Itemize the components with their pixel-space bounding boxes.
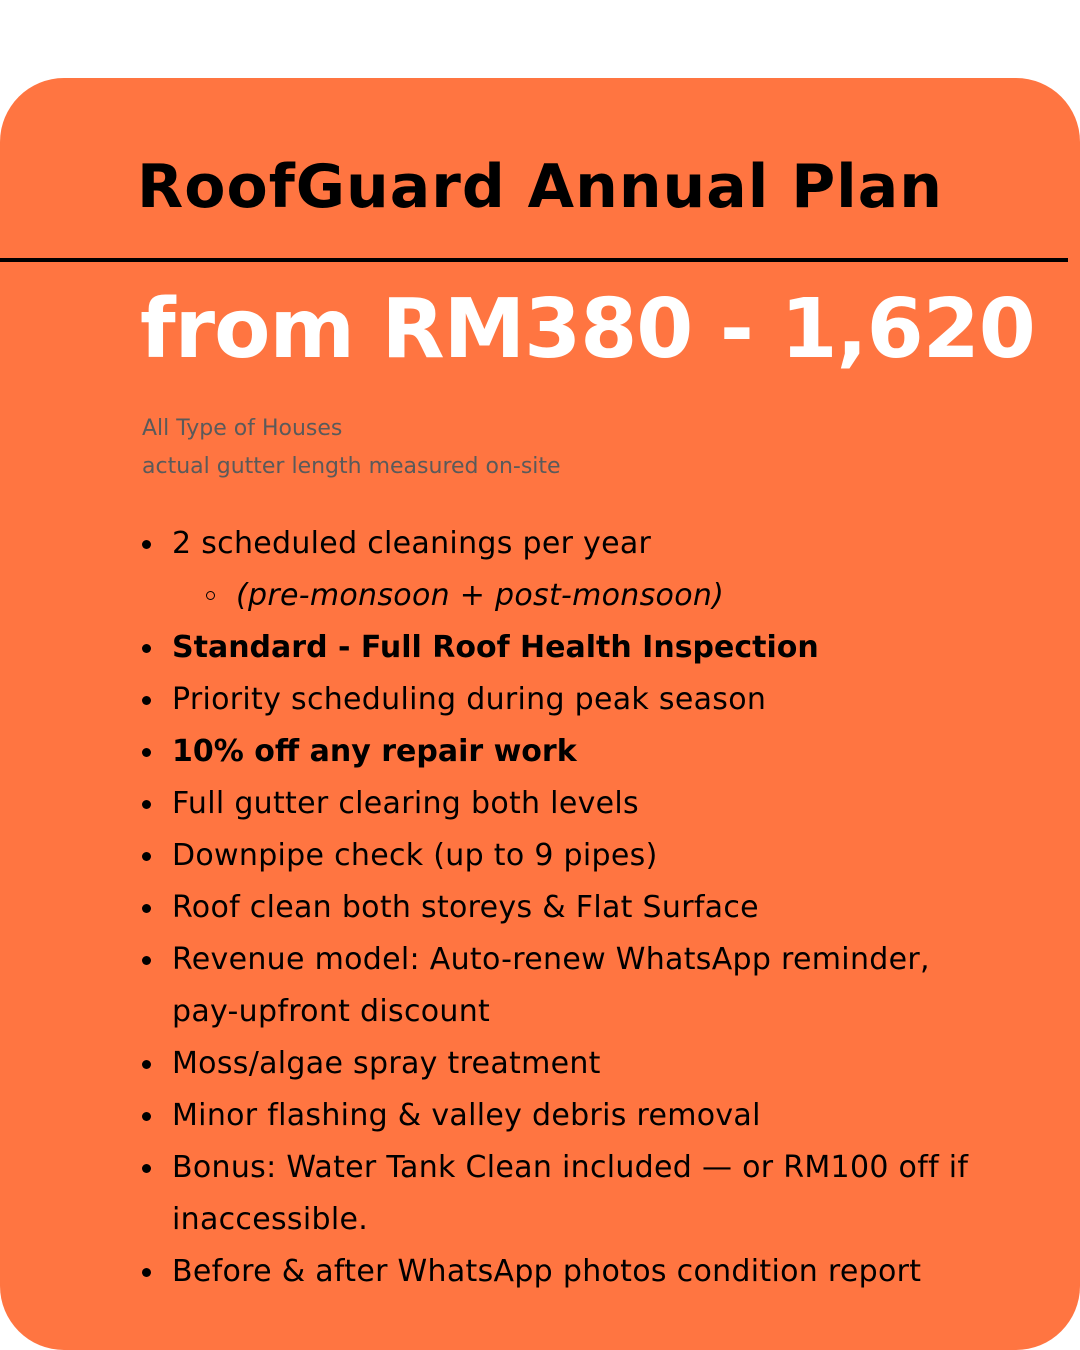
feature-text: Roof clean both storeys & Flat Surface [172,890,759,925]
plan-title: RoofGuard Annual Plan [137,152,943,222]
bullet-icon [142,748,151,757]
feature-text: Moss/algae spray treatment [172,1046,601,1081]
title-divider [0,258,1068,262]
feature-text: Revenue model: Auto-renew WhatsApp reminder, pay-upfront discount [172,942,930,1029]
plan-card [0,78,1080,1350]
feature-text: Downpipe check (up to 9 pipes) [172,838,658,873]
feature-subitem [138,570,978,622]
feature-text: Full gutter clearing both levels [172,786,639,821]
bullet-icon [142,1268,151,1277]
feature-text: Minor flashing & valley debris removal [172,1098,761,1133]
feature-text: (pre-monsoon + post-monsoon) [236,578,725,613]
feature-list [138,518,978,1298]
bullet-icon [142,852,151,861]
feature-text: Priority scheduling during peak season [172,682,767,717]
bullet-icon [142,1060,151,1069]
feature-item [138,882,978,934]
bullet-icon [142,1112,151,1121]
subtitle-house-type: All Type of Houses [142,416,343,441]
feature-text: 10% off any repair work [172,734,577,769]
feature-item [138,778,978,830]
bullet-icon [142,644,151,653]
feature-item [138,1246,978,1298]
feature-item [138,830,978,882]
price-range: from RM380 - 1,620 [140,282,1035,377]
feature-item [138,518,978,570]
feature-item [138,934,978,1038]
feature-text: Before & after WhatsApp photos condition report [172,1254,922,1289]
bullet-icon [142,904,151,913]
hollow-bullet-icon [206,591,215,600]
feature-item [138,1038,978,1090]
bullet-icon [142,956,151,965]
feature-item [138,674,978,726]
bullet-icon [142,1164,151,1173]
feature-text: Standard - Full Roof Health Inspection [172,630,819,665]
bullet-icon [142,696,151,705]
feature-text: 2 scheduled cleanings per year [172,526,652,561]
feature-item [138,1090,978,1142]
feature-text: Bonus: Water Tank Clean included — or RM100 off if inaccessible. [172,1150,969,1237]
bullet-icon [142,800,151,809]
feature-item [138,1142,978,1246]
feature-item [138,726,978,778]
subtitle-measurement-note: actual gutter length measured on-site [142,454,561,479]
bullet-icon [142,540,151,549]
feature-item [138,622,978,674]
